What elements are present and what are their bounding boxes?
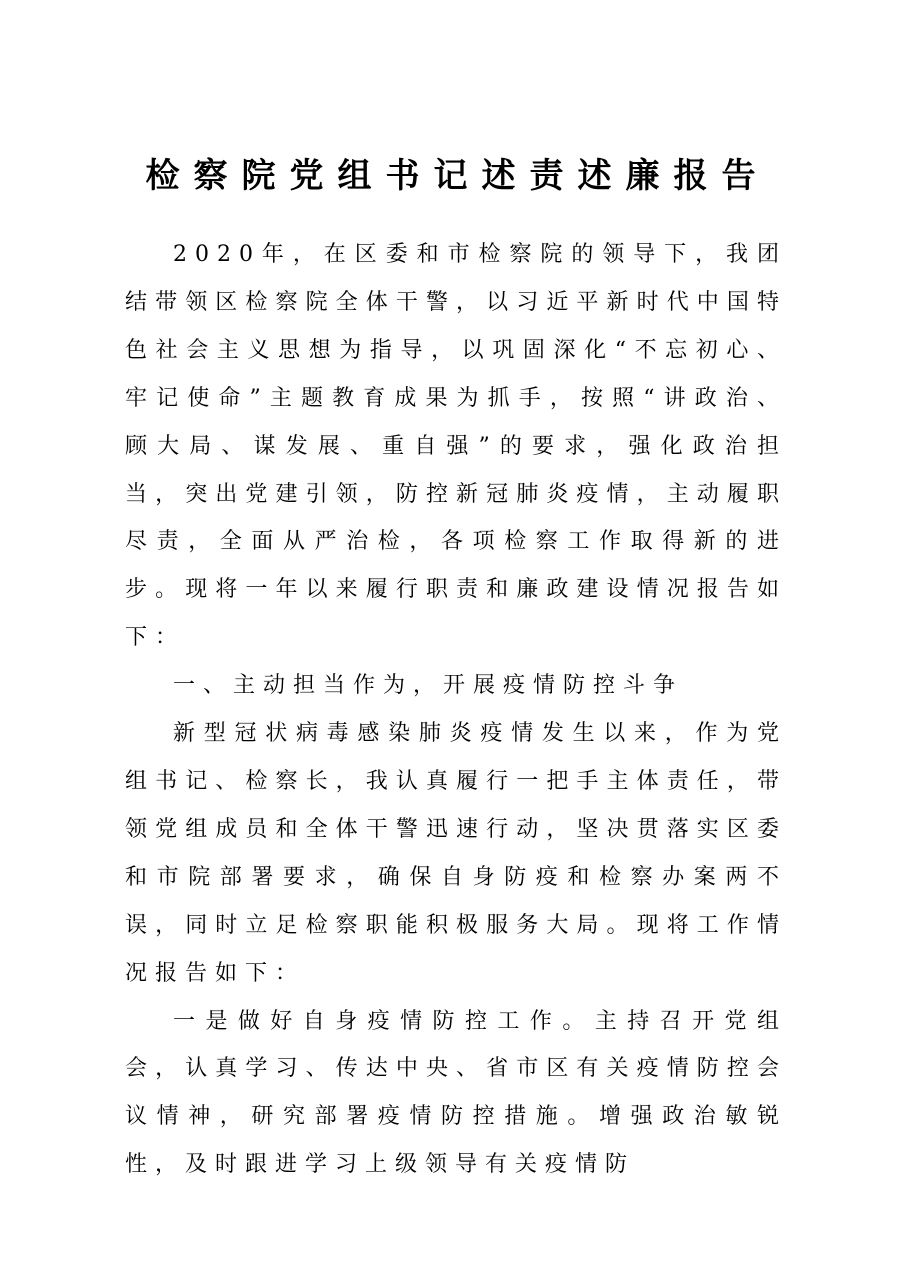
document-title: 检察院党组书记述责述廉报告 <box>145 156 770 196</box>
section-1-paragraph: 新型冠状病毒感染肺炎疫情发生以来，作为党组书记、检察长，我认真履行一把手主体责任，带领党组成员和全体干警迅速行动，坚决贯落实区委和市院部署要求，确保自身防疫和检察办案两不误，同时立足检察职能积极服务大局。现将工作情况报告如下： <box>125 721 787 986</box>
section-1-item-1-paragraph: 一是做好自身疫情防控工作。主持召开党组会，认真学习、传达中央、省市区有关疫情防控会议情神，研究部署疫情防控措施。增强政治敏锐性，及时跟进学习上级领导有关疫情防 <box>125 1008 787 1178</box>
document-body <box>125 231 787 1189</box>
intro-paragraph: 2020年，在区委和市检察院的领导下，我团结带领区检察院全体干警，以习近平新时代中国特色社会主义思想为指导，以巩固深化“不忘初心、牢记使命”主题教育成果为抓手，按照“讲政治、顾大局、谋发展、重自强”的要求，强化政治担当，突出党建引领，防控新冠肺炎疫情，主动履职尽责，全面从严治检，各项检察工作取得新的进步。现将一年以来履行职责和廉政建设情况报告如下： <box>125 242 787 651</box>
section-heading-1: 一、主动担当作为，开展疫情防控斗争 <box>173 673 684 699</box>
